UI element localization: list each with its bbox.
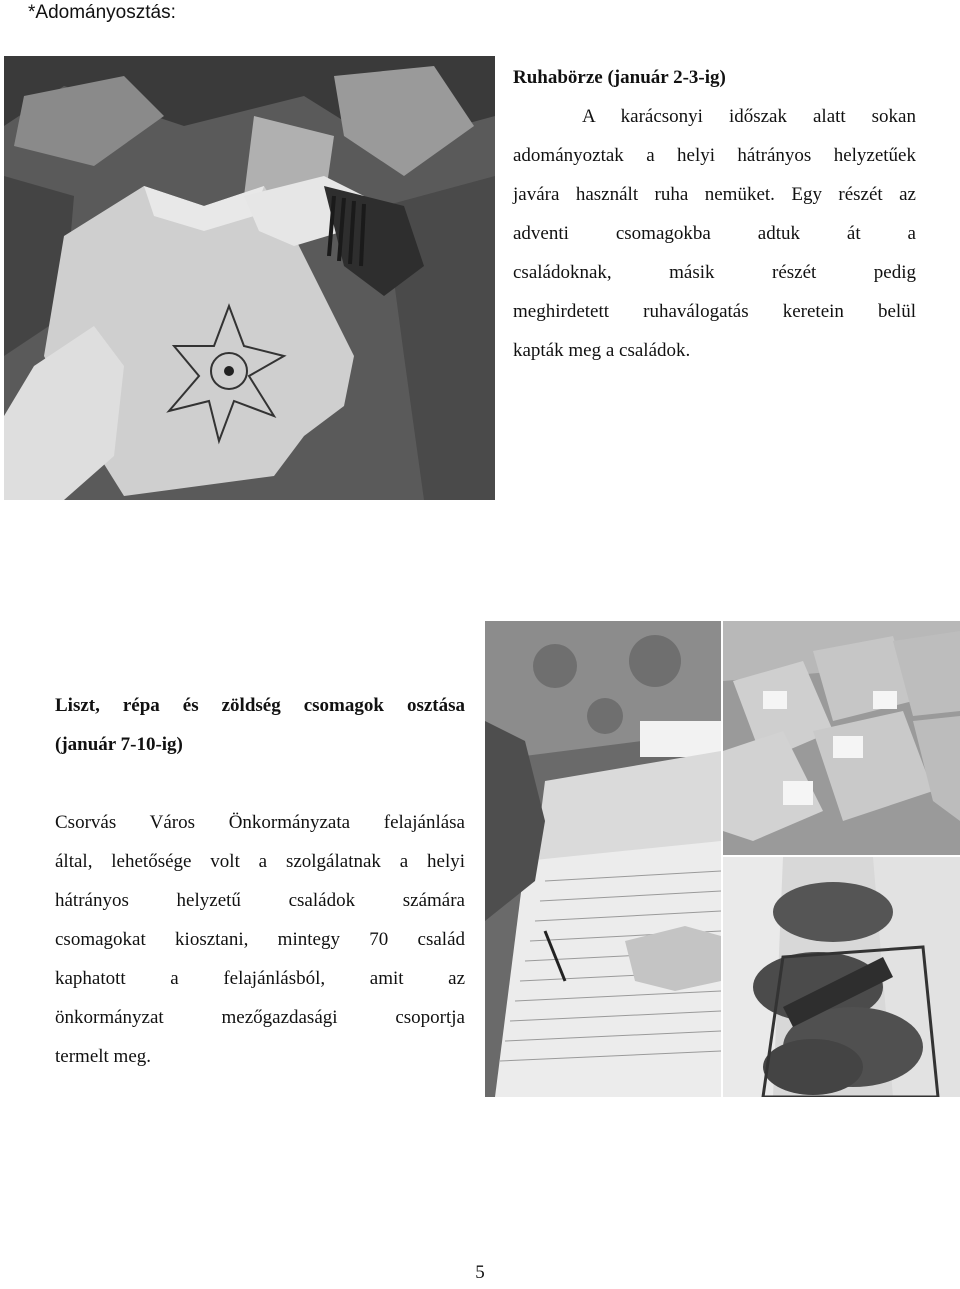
boxes-photo (723, 621, 960, 855)
food-event-line: által, lehetősége volt a szolgálatnak a helyi (55, 851, 465, 872)
clothes-event-line: meghirdetett ruhaválogatás keretein belül (513, 301, 916, 322)
food-event-line: hátrányos helyzetű családok számára (55, 890, 465, 911)
clothes-photo (4, 56, 495, 500)
clothes-event-line: kapták meg a családok. (513, 340, 691, 361)
clothes-event-title: Ruhabörze (január 2-3-ig) (513, 67, 726, 88)
food-event-line: termelt meg. (55, 1046, 152, 1067)
clothes-event-section (513, 58, 916, 370)
clothes-event-line: családoknak, másik részét pedig (513, 262, 916, 283)
clothes-event-line: adventi csomagokba adtuk át a (513, 223, 916, 244)
food-event-title: Liszt, répa és zöldség csomagok osztása (55, 695, 465, 716)
clothes-event-line: A karácsonyi időszak alatt sokan (582, 106, 916, 127)
food-event-line: kaphatott a felajánlásból, amit az (55, 968, 465, 989)
ledger-photo (485, 621, 721, 1097)
food-event-section (55, 686, 465, 1076)
food-event-title-date: (január 7-10-ig) (55, 734, 183, 755)
food-event-line: Csorvás Város Önkormányzata felajánlása (55, 812, 465, 833)
food-event-line: csomagokat kiosztani, mintegy 70 család (55, 929, 465, 950)
page-number: 5 (475, 1262, 485, 1283)
food-event-line: önkormányzat mezőgazdasági csoportja (55, 1007, 465, 1028)
section-label: *Adományosztás: (28, 2, 176, 23)
produce-photo (723, 857, 960, 1097)
clothes-event-line: adományoztak a helyi hátrányos helyzetűek (513, 145, 916, 166)
clothes-event-line: javára használt ruha nemüket. Egy részét az (513, 184, 916, 205)
